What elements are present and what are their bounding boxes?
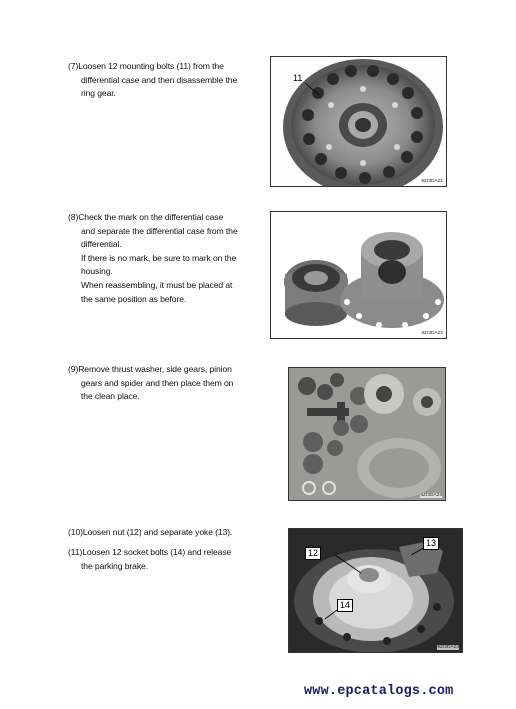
step-8: [68, 211, 256, 306]
step-text-line: and separate the differential case from the: [81, 225, 238, 236]
figure-code: 9ZI3DA23: [420, 493, 442, 498]
step-text-line: Check the mark on the differential case: [78, 212, 224, 222]
figure-code: 9ZI3DA21: [421, 179, 443, 184]
step-text-line: Loosen nut (12) and separate yoke (13).: [82, 527, 233, 537]
step-text-line: differential.: [81, 239, 122, 250]
step-text-line: If there is no mark, be sure to mark on the: [81, 252, 237, 263]
step-text-line: ring gear.: [81, 88, 116, 99]
step-text-line: When reassembling, it must be placed at: [81, 279, 233, 290]
step-text-line: Loosen 12 socket bolts (14) and release: [82, 547, 232, 557]
figure-code: 9ZI3DA24: [437, 645, 459, 650]
step-text-line: the parking brake.: [81, 560, 148, 571]
figure-ring-gear-photo: [270, 56, 447, 187]
footer-url[interactable]: www.epcatalogs.com: [304, 684, 454, 699]
step-9: [68, 363, 256, 404]
callout-11: 11: [293, 73, 303, 83]
step-text-line: differential case and then disassemble the: [81, 74, 238, 85]
step-number: (10): [68, 527, 83, 537]
figure-gears-photo: [288, 367, 446, 501]
step-number: (7): [68, 61, 79, 71]
figure-code: 9ZI3DA22: [421, 331, 443, 336]
callout-12: 12: [305, 547, 321, 560]
step-text-line: gears and spider and then place them on: [81, 377, 234, 388]
step-text-line: Remove thrust washer, side gears, pinion: [78, 364, 232, 374]
differential-case-image: [271, 212, 447, 339]
figure-yoke-brake-photo: [288, 528, 463, 653]
callout-13: 13: [423, 537, 439, 550]
step-number: (9): [68, 364, 79, 374]
step-text-line: the same position as before.: [81, 293, 187, 304]
step-text-line: the clean place.: [81, 391, 140, 402]
step-11: [68, 546, 256, 573]
step-7: [68, 60, 256, 101]
callout-14: 14: [337, 599, 353, 612]
step-10: [68, 526, 256, 540]
step-text-line: Loosen 12 mounting bolts (11) from the: [78, 61, 224, 71]
step-text-line: housing.: [81, 266, 113, 277]
gears-image: [289, 368, 446, 501]
figure-differential-case-photo: [270, 211, 447, 339]
step-number: (8): [68, 212, 79, 222]
step-number: (11): [68, 547, 83, 557]
